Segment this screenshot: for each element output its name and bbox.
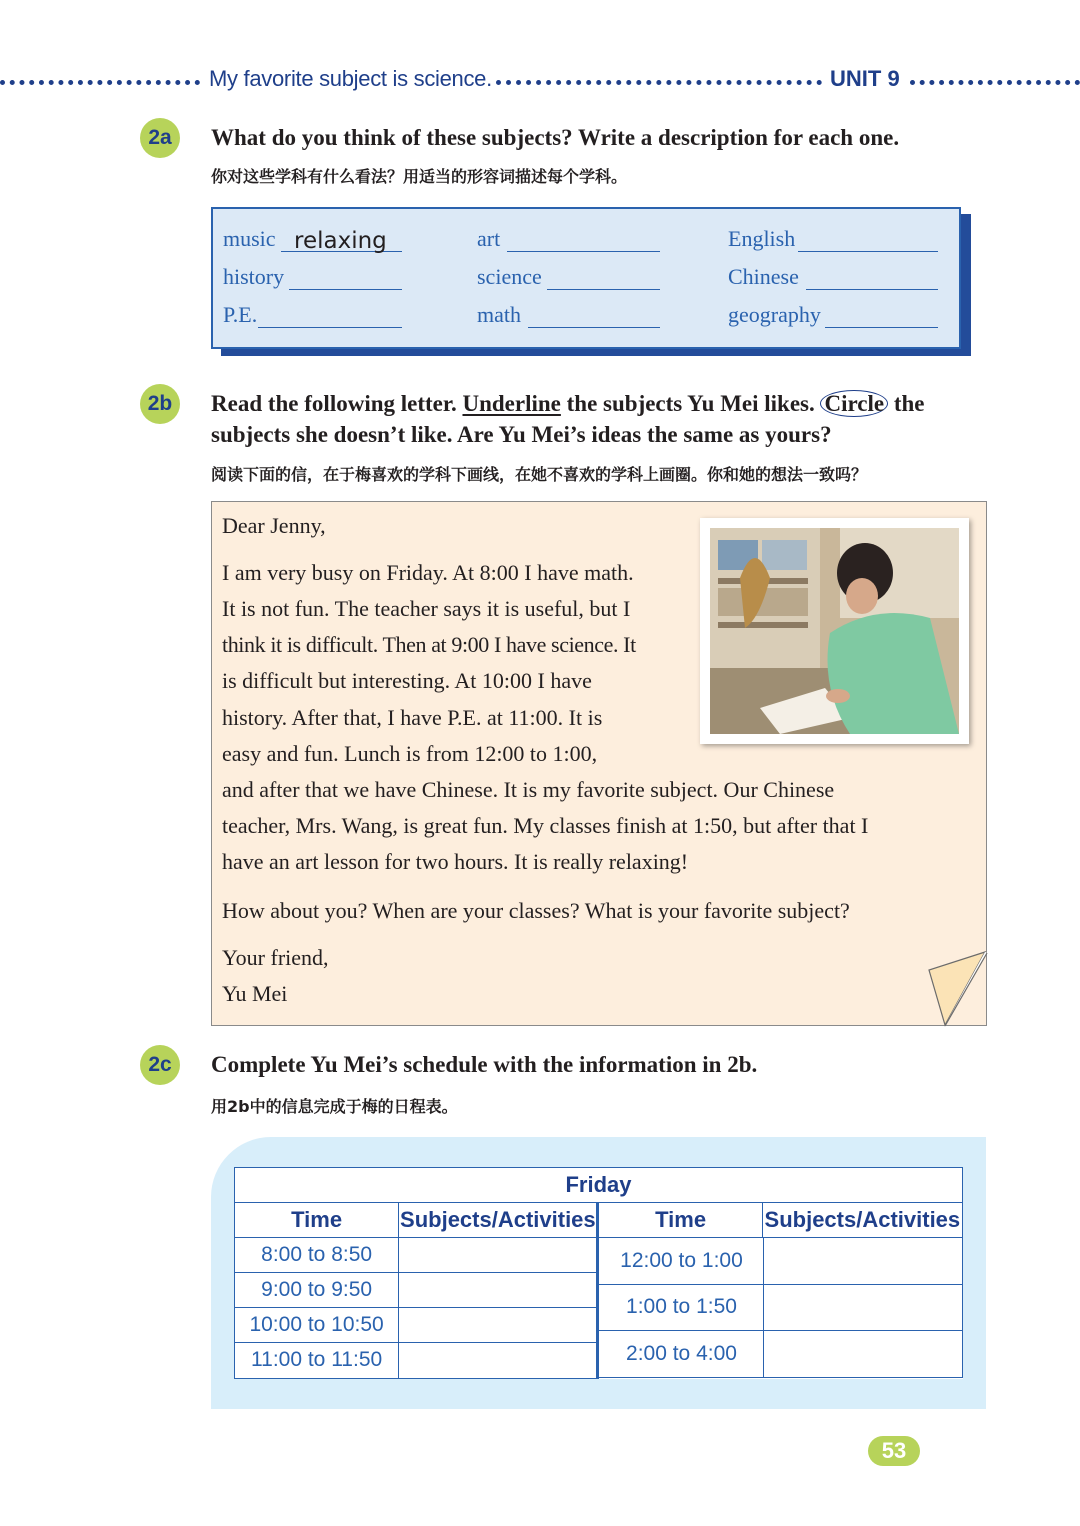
schedule-table <box>234 1167 963 1379</box>
subject-label-music: music <box>223 226 276 251</box>
column-header-time: Time <box>235 1203 399 1238</box>
section-badge-2a: 2a <box>140 118 180 158</box>
answer-music: relaxing <box>294 228 387 254</box>
header-unit: UNIT 9 <box>826 66 904 92</box>
time-cell: 8:00 to 8:50 <box>235 1238 399 1273</box>
subject-cell[interactable] <box>764 1330 962 1377</box>
subject-label-pe: P.E. <box>223 302 258 327</box>
instruction-2b-line1 <box>211 388 925 419</box>
answer-blank-math[interactable] <box>528 327 660 328</box>
page-curl-icon <box>927 950 989 1028</box>
letter-line: history. After that, I have P.E. at 11:00. It is <box>222 705 603 730</box>
subject-cell[interactable] <box>399 1308 598 1343</box>
instruction-2a-zh: 你对这些学科有什么看法？用适当的形容词描述每个学科。 <box>211 167 628 186</box>
answer-blank-chinese[interactable] <box>806 289 938 290</box>
answer-blank-geography[interactable] <box>825 327 938 328</box>
page-number: 53 <box>868 1436 920 1466</box>
section-badge-2b: 2b <box>140 384 180 424</box>
answer-blank-english[interactable] <box>798 251 938 252</box>
subject-label-chinese: Chinese <box>728 264 799 289</box>
photo-girl-writing <box>700 518 969 744</box>
answer-blank-history[interactable] <box>289 289 402 290</box>
answer-blank-pe[interactable] <box>258 327 402 328</box>
subject-cell[interactable] <box>399 1238 598 1273</box>
answer-blank-art[interactable] <box>507 251 660 252</box>
subject-label-art: art <box>477 226 501 251</box>
photo-image <box>700 518 969 744</box>
subject-cell[interactable] <box>399 1343 598 1378</box>
time-cell: 11:00 to 11:50 <box>235 1343 399 1378</box>
column-header-time: Time <box>598 1203 762 1238</box>
section-badge-2c: 2c <box>140 1045 180 1085</box>
subject-label-math: math <box>477 302 521 327</box>
column-header-subjects: Subjects/Activities <box>399 1203 598 1238</box>
schedule-day-header: Friday <box>235 1168 963 1203</box>
time-cell: 10:00 to 10:50 <box>235 1308 399 1343</box>
subject-cell[interactable] <box>764 1284 962 1330</box>
letter-signature: Yu Mei <box>222 981 288 1006</box>
answer-blank-science[interactable] <box>547 289 660 290</box>
subject-cell[interactable] <box>399 1273 598 1308</box>
letter-line: teacher, Mrs. Wang, is great fun. My classes finish at 1:50, but after that I <box>222 813 869 838</box>
letter-greeting: Dear Jenny, <box>222 513 326 538</box>
right-half <box>598 1238 963 1379</box>
instruction-2b-part3: the <box>888 391 925 416</box>
time-cell: 1:00 to 1:50 <box>599 1284 764 1330</box>
underline-keyword: Underline <box>462 391 561 416</box>
letter-line: and after that we have Chinese. It is my favorite subject. Our Chinese <box>222 777 835 802</box>
subject-cell[interactable] <box>764 1238 962 1284</box>
header-title: My favorite subject is science. <box>205 66 496 92</box>
subject-label-history: history <box>223 264 285 289</box>
header-dots-left <box>0 80 200 85</box>
subject-label-science: science <box>477 264 542 289</box>
header-dots-middle <box>496 80 822 85</box>
time-cell: 9:00 to 9:50 <box>235 1273 399 1308</box>
right-schedule <box>599 1238 962 1378</box>
instruction-2b-zh: 阅读下面的信，在于梅喜欢的学科下画线，在她不喜欢的学科上画圈。你和她的想法一致吗？ <box>211 465 868 484</box>
letter-line: I am very busy on Friday. At 8:00 I have math. <box>222 560 634 585</box>
header-dots-right <box>910 80 1080 85</box>
letter-line: have an art lesson for two hours. It is really relaxing! <box>222 849 689 874</box>
letter-line: easy and fun. Lunch is from 12:00 to 1:00, <box>222 741 598 766</box>
letter-closing: Your friend, <box>222 945 329 970</box>
letter-question: How about you? When are your classes? What is your favorite subject? <box>222 898 850 923</box>
instruction-2b-part1: Read the following letter. <box>211 391 463 416</box>
letter-line: is difficult but interesting. At 10:00 I have <box>222 668 592 693</box>
instruction-2c-zh: 用2b中的信息完成于梅的日程表。 <box>211 1097 458 1116</box>
time-cell: 12:00 to 1:00 <box>599 1238 764 1284</box>
letter-line: think it is difficult. Then at 9:00 I have science. It <box>222 632 636 657</box>
column-header-subjects: Subjects/Activities <box>762 1203 962 1238</box>
instruction-2b-part2: the subjects Yu Mei likes. <box>560 391 821 416</box>
time-cell: 2:00 to 4:00 <box>599 1330 764 1377</box>
instruction-2b-line2: subjects she doesn’t like. Are Yu Mei’s ideas the same as yours? <box>211 422 832 447</box>
circle-keyword: Circle <box>820 390 888 417</box>
instruction-2a: What do you think of these subjects? Write a description for each one. <box>211 125 900 150</box>
letter-line: It is not fun. The teacher says it is useful, but I <box>222 596 631 621</box>
subject-label-english: English <box>728 226 796 251</box>
subject-label-geography: geography <box>728 302 821 327</box>
instruction-2c: Complete Yu Mei’s schedule with the information in 2b. <box>211 1052 758 1077</box>
